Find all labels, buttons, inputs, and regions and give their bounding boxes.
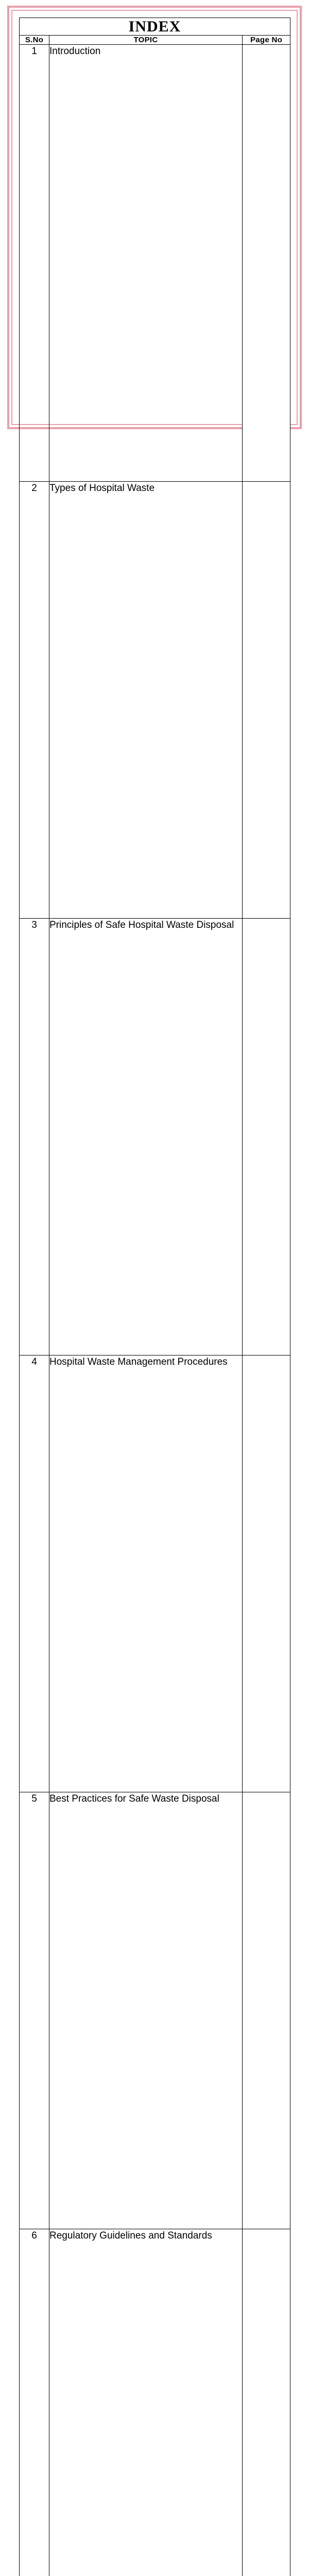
- table-row: [20, 2229, 290, 2576]
- row-topic: Regulatory Guidelines and Standards: [49, 2229, 243, 2576]
- row-sno: 5: [20, 1792, 49, 2229]
- table-row: [20, 1792, 290, 2229]
- column-header-topic: TOPIC: [49, 36, 243, 45]
- row-page: [243, 482, 290, 919]
- page-content: [19, 18, 290, 2576]
- row-topic: Types of Hospital Waste: [49, 482, 243, 919]
- page-title: INDEX: [20, 18, 290, 36]
- index-table: [19, 18, 290, 2576]
- row-page: [243, 2229, 290, 2576]
- row-page: [243, 45, 290, 482]
- table-title-row: [20, 18, 290, 36]
- column-header-page: Page No: [243, 36, 290, 45]
- row-sno: 3: [20, 919, 49, 1355]
- row-sno: 4: [20, 1355, 49, 1792]
- row-topic: Introduction: [49, 45, 243, 482]
- document-page: [0, 0, 309, 437]
- column-header-sno: S.No: [20, 36, 49, 45]
- table-row: [20, 482, 290, 919]
- table-row: [20, 1355, 290, 1792]
- row-sno: 1: [20, 45, 49, 482]
- row-page: [243, 1792, 290, 2229]
- row-page: [243, 919, 290, 1355]
- table-header-row: [20, 36, 290, 45]
- table-row: [20, 919, 290, 1355]
- row-sno: 6: [20, 2229, 49, 2576]
- table-row: [20, 45, 290, 482]
- row-sno: 2: [20, 482, 49, 919]
- row-topic: Best Practices for Safe Waste Disposal: [49, 1792, 243, 2229]
- row-topic: Hospital Waste Management Procedures: [49, 1355, 243, 1792]
- row-page: [243, 1355, 290, 1792]
- row-topic: Principles of Safe Hospital Waste Disposal: [49, 919, 243, 1355]
